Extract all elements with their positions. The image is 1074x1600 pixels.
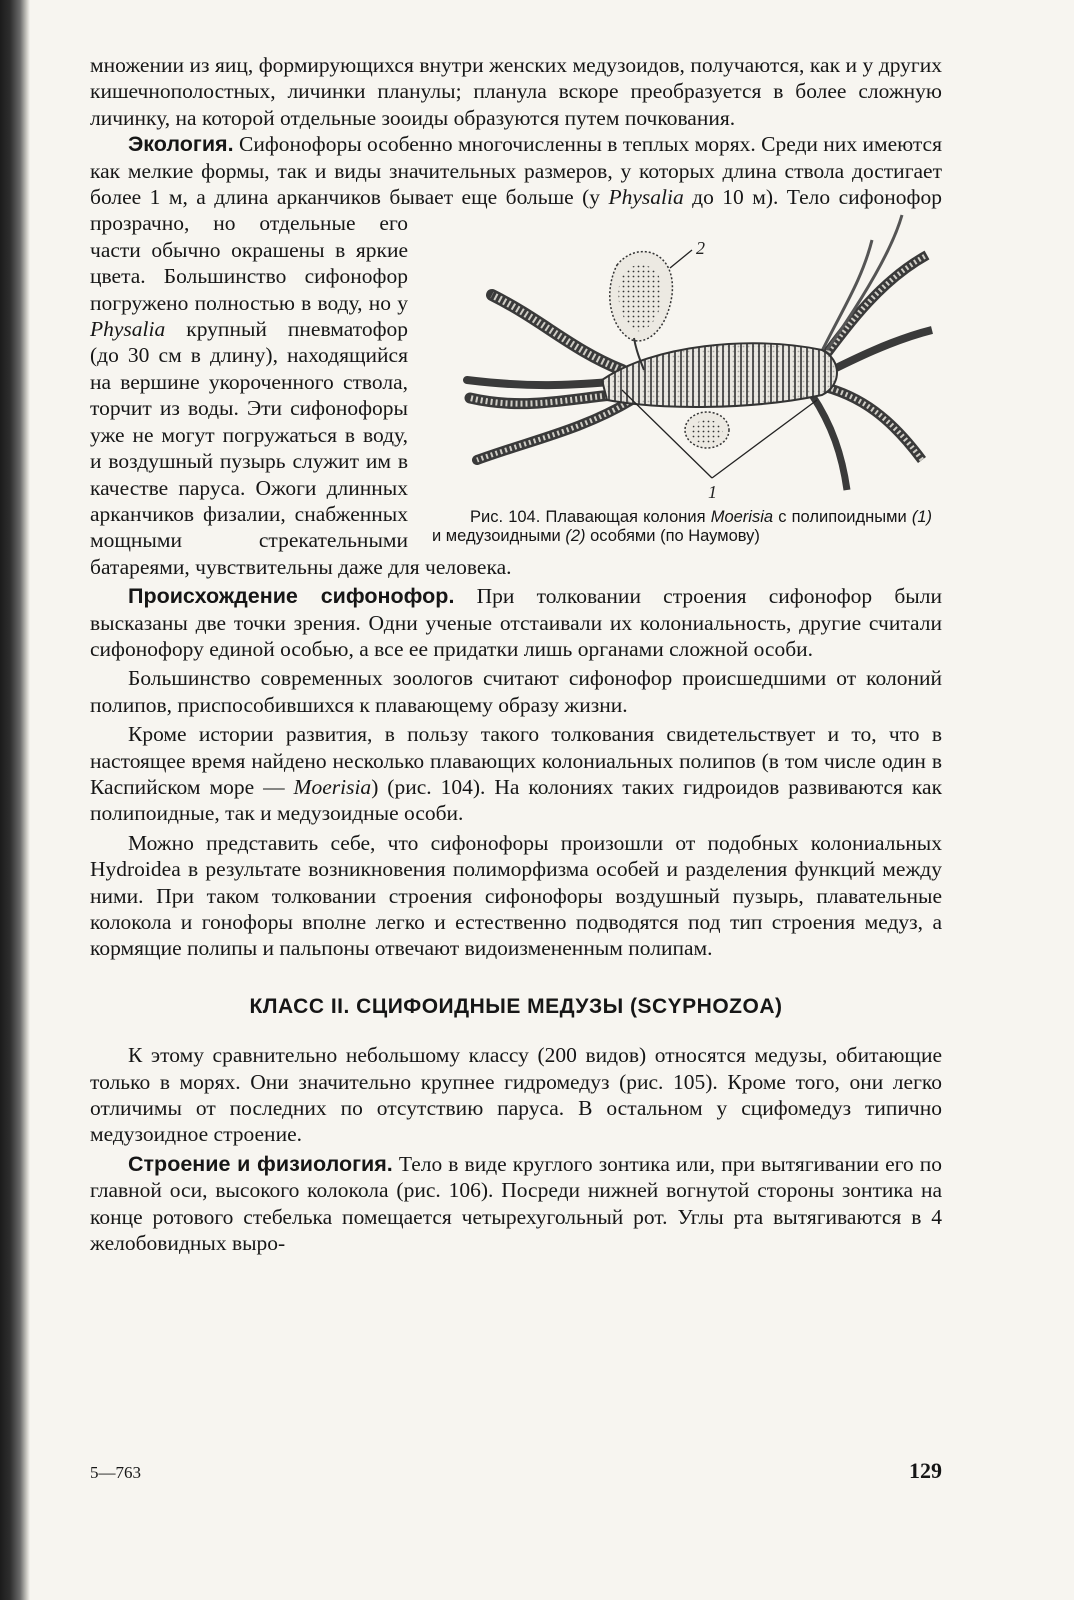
paragraph-7: К этому сравнительно небольшому классу (200 видов) относятся медузы, обитающие только в морях. Они значительно крупнее гидромедуз (рис. 105). Кроме того, они легко отличимы от последних по отсутствию паруса. В остальном у сцифомедуз типично медузоидное строение.: [90, 1043, 942, 1147]
figure-label-2: 2: [696, 238, 705, 259]
book-spine-shadow: [0, 0, 30, 1600]
origin-lead: Происхождение сифонофор.: [128, 584, 455, 609]
paragraph-5: Кроме истории развития, в пользу такого толкования свидетельствует и то, что в настоящее время найдено несколько плавающих колониальных полипов (в том числе один в Каспийском море — Moerisia) (рис. 104). На колониях таких гидроидов развиваются как полипоидные, так и медузоидные особи.: [90, 722, 943, 826]
figure-104: [422, 210, 942, 546]
paragraph-ecology: Экология. Сифонофоры особенно многочисленны в теплых морях. Среди них имеются как мелкие формы, так и виды значительных размеров, у которых длина ствола достигает более 1 м, а длина арканчиков бывает еще больше (у 2 1 Рис. 104. Плавающая колония Moerisia с полипоидными (1) и медузоидными (2) особями (по Наумову) Physalia до 10 м). Тело сифонофор прозрачно, но отдельные его части обычно окрашены в яркие цвета. Большинство сифонофор погружено полностью в воду, но у Physalia крупный пневматофор (до 30 см в длину), находящийся на вершине укороченного ствола, торчит из воды. Эти сифонофоры уже не могут погружаться в воду, и воздушный пузырь служит им в качестве паруса. Ожоги длинных арканчиков физалии, снабженных мощными стрекательными батареями, чувствительны даже для человека.: [90, 132, 942, 579]
page-body: [90, 52, 942, 1256]
structure-lead: Строение и физиология.: [128, 1151, 393, 1176]
paragraph-4: Большинство современных зоологов считают сифонофор происшедшими от колоний полипов, приспособившихся к плавающему образу жизни.: [90, 666, 942, 717]
printer-signature: 5—763: [90, 1463, 141, 1482]
page-footer: [90, 1458, 942, 1484]
moerisia-illustration: [422, 210, 942, 500]
paragraph-1: множении из яиц, формирующихся внутри женских медузоидов, получаются, как и у других кишечнополостных, личинки планулы; планула вскоре преобразуется в более сложную личинку, на которой отдельные зооиды образуются путем почкования.: [90, 53, 942, 130]
page-number: 129: [909, 1458, 942, 1483]
paragraph-origin: Происхождение сифонофор. При толковании строения сифонофор были высказаны две точки зрения. Одни ученые отстаивали их колониальность, другие считали сифонофору единой особью, а все ее придатки лишь органами сложной особи.: [90, 584, 942, 661]
figure-caption: Рис. 104. Плавающая колония Moerisia с полипоидными (1) и медузоидными (2) особями (по Наумову): [432, 508, 932, 546]
paragraph-6: Можно представить себе, что сифонофоры произошли от подобных колониальных Hydroidea в результате возникновения полиморфизма особей и разделения функций между ними. При таком толковании строения сифонофоры воздушный пузырь, плавательные колокола и гонофоры вполне легко и естественно подводятся под тип строения медуз, а кормящие полипы и пальпоны отвечают видоизмененным полипам.: [90, 830, 942, 961]
paragraph-structure: Строение и физиология. Тело в виде круглого зонтика или, при вытягивании его по главной оси, высокого колокола (рис. 106). Посреди нижней вогнутой стороны зонтика на конце ротового стебелька помещается четырехугольный рот. Углы рта вытягиваются в 4 желобовидных выро-: [90, 1151, 942, 1256]
section-heading: КЛАСС II. СЦИФОИДНЫЕ МЕДУЗЫ (SCYPHOZOA): [249, 994, 783, 1018]
ecology-lead: Экология.: [128, 132, 234, 157]
figure-label-1: 1: [708, 482, 717, 501]
